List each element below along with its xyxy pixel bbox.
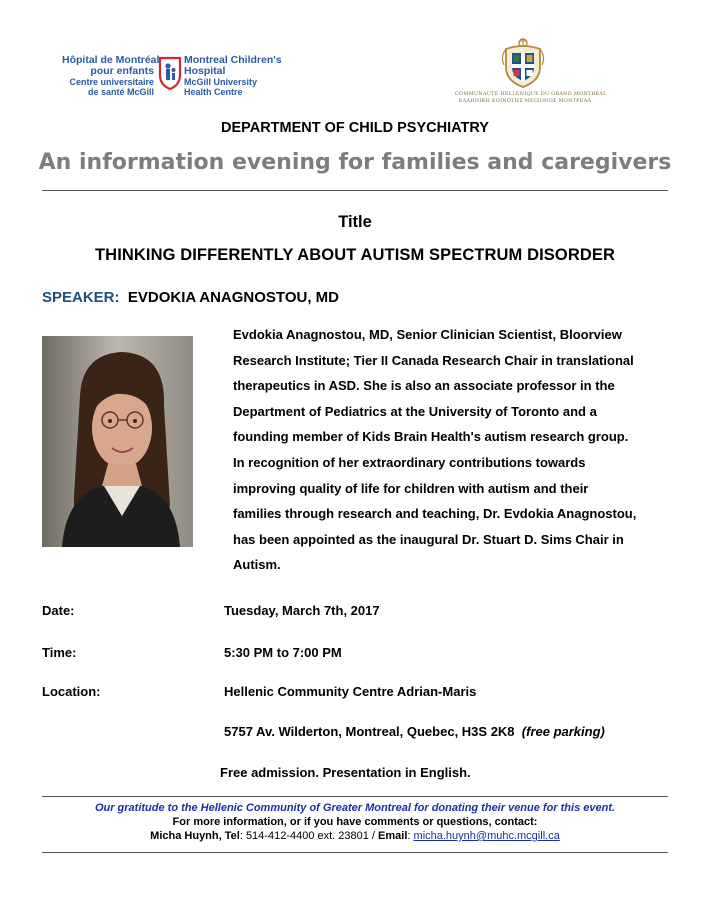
footer-divider-top <box>42 796 668 797</box>
more-info-line: For more information, or if you have comments or questions, contact: <box>172 816 538 828</box>
hospital-logo-french-text <box>62 54 160 97</box>
bio-line: families through research and teaching, Dr. Evdokia Anagnostou, <box>233 506 637 522</box>
hospital-emblem-icon <box>157 55 183 91</box>
email-link[interactable]: micha.huynh@muhc.mcgill.ca <box>413 830 560 842</box>
address-value: 5757 Av. Wilderton, Montreal, Quebec, H3S 2K8 <box>224 724 515 739</box>
bio-line: founding member of Kids Brain Health's autism research group. <box>233 429 629 445</box>
hellenic-crest-icon <box>500 35 546 89</box>
tel-label: , Tel <box>218 830 240 842</box>
hellenic-caption-fr: COMMUNAUTÉ HELLÉNIQUE DU GRAND MONTRÉAL <box>455 91 607 97</box>
admission-note: Free admission. Presentation in English. <box>220 765 471 780</box>
location-label: Location: <box>42 684 101 699</box>
talk-title: THINKING DIFFERENTLY ABOUT AUTISM SPECTRUM DISORDER <box>95 246 615 264</box>
bio-line: has been appointed as the inaugural Dr. Stuart D. Sims Chair in <box>233 531 624 547</box>
hospital-logo-english-text <box>184 55 284 97</box>
top-divider <box>42 190 668 191</box>
hospital-sub-en-2: Health Centre <box>184 87 243 97</box>
contact-line <box>0 830 710 842</box>
speaker-label: SPEAKER: <box>42 289 120 306</box>
bio-line: therapeutics in ASD. She is also an associate professor in the <box>233 378 615 394</box>
footer-divider-bottom <box>42 852 668 853</box>
hospital-name-en-2: Hospital <box>184 65 226 77</box>
speaker-bio <box>233 322 673 578</box>
hospital-sub-en-1: McGill University <box>184 77 258 87</box>
contact-name: Micha Huynh <box>150 830 219 842</box>
tel-value: : 514-412-4400 ext. 23801 / <box>239 830 379 842</box>
address-line <box>224 724 605 739</box>
date-value: Tuesday, March 7th, 2017 <box>224 603 380 618</box>
hospital-name-fr-1: Hôpital de Montréal <box>62 54 160 66</box>
bio-line: Research Institute; Tier II Canada Research Chair in translational <box>233 352 634 368</box>
email-separator: : <box>407 830 414 842</box>
hospital-name-fr-2: pour enfants <box>90 65 154 77</box>
location-value: Hellenic Community Centre Adrian-Maris <box>224 684 477 699</box>
hospital-logo <box>62 54 282 107</box>
department-heading: DEPARTMENT OF CHILD PSYCHIATRY <box>221 120 489 136</box>
gratitude-note: Our gratitude to the Hellenic Community of Greater Montreal for donating their venue for this event. <box>94 802 616 814</box>
hospital-sub-fr-2: de santé McGill <box>87 87 154 97</box>
time-label: Time: <box>42 645 77 660</box>
email-label: Email <box>378 830 408 842</box>
hospital-name-en-1: Montreal Children's <box>184 54 282 66</box>
event-subtitle: An information evening for families and caregivers <box>38 150 672 175</box>
parking-note: (free parking) <box>521 724 605 739</box>
hellenic-caption <box>455 91 607 105</box>
speaker-name: EVDOKIA ANAGNOSTOU, MD <box>127 289 339 306</box>
hellenic-caption-gr: ΕΛΛΗΝΙΚΗ ΚΟΙΝΟΤΗΣ ΜΕΙΖΟΝΟΣ ΜΟΝΤΡΕΑΛ <box>458 98 592 104</box>
bio-line: Evdokia Anagnostou, MD, Senior Clinician Scientist, Bloorview <box>233 327 622 342</box>
bio-line: Department of Pediatrics at the University of Toronto and a <box>233 403 597 419</box>
speaker-photo <box>42 336 193 547</box>
title-label: Title <box>338 213 372 231</box>
bio-line: improving quality of life for children with autism and their <box>233 480 589 496</box>
date-label: Date: <box>42 603 75 618</box>
speaker-line <box>42 289 339 306</box>
hellenic-community-logo <box>455 35 607 110</box>
time-value: 5:30 PM to 7:00 PM <box>224 645 342 660</box>
bio-line: Autism. <box>233 557 281 573</box>
hospital-sub-fr-1: Centre universitaire <box>69 77 154 87</box>
bio-line: In recognition of her extraordinary contributions towards <box>233 454 586 470</box>
